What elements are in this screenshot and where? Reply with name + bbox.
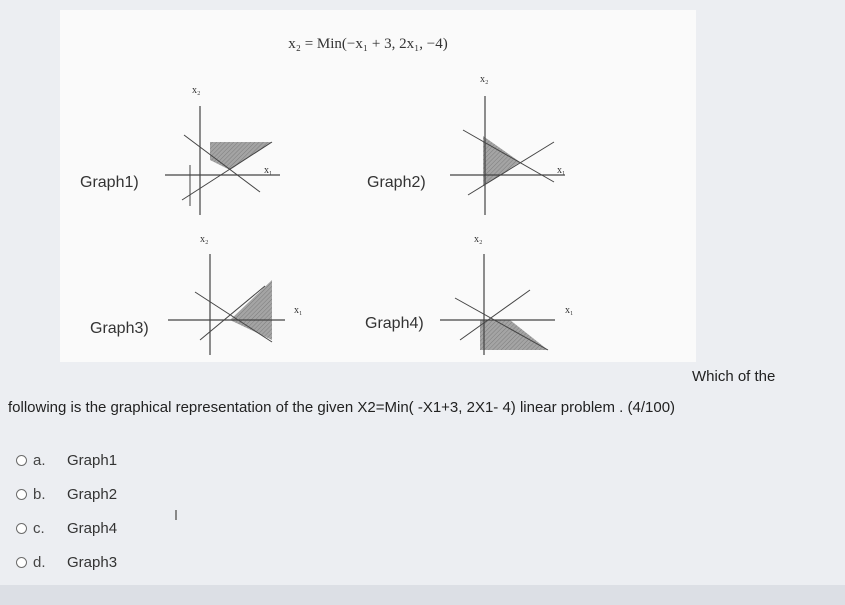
option-b-letter: b. xyxy=(33,485,46,503)
option-b-text: Graph2 xyxy=(67,485,118,503)
graph2-label: Graph2) xyxy=(367,174,426,191)
graph4-label: Graph4) xyxy=(365,315,424,332)
option-a-radio[interactable] xyxy=(16,455,27,466)
option-b[interactable] xyxy=(16,477,117,511)
graph4-x1-label: x₁ xyxy=(565,305,574,316)
graph2-line-b xyxy=(468,142,554,195)
graph2-line-a xyxy=(463,130,554,182)
graph3-label: Graph3) xyxy=(90,320,149,337)
graph4-feasible-region xyxy=(480,320,548,350)
option-d-text: Graph3 xyxy=(67,553,118,571)
question-figure xyxy=(60,10,696,362)
equation-title: x₂ = Min(−x₁ + 3, 2x₁, −4) xyxy=(288,36,448,52)
graph4-x2-label: x₂ xyxy=(474,234,483,245)
option-c[interactable] xyxy=(16,511,117,545)
option-c-letter: c. xyxy=(33,519,45,537)
question-text-line2: following is the graphical representation of the given X2=Min( -X1+3, 2X1- 4) linear problem . (4/100) xyxy=(8,399,676,416)
bottom-strip xyxy=(0,585,845,605)
option-b-radio[interactable] xyxy=(16,489,27,500)
graphs-svg xyxy=(60,10,696,362)
option-d[interactable] xyxy=(16,545,117,579)
graph3-x2-label: x₂ xyxy=(200,234,209,245)
graph4 xyxy=(365,234,574,355)
option-a-text: Graph1 xyxy=(67,451,118,469)
option-a-letter: a. xyxy=(33,451,46,469)
graph2-x1-label: x₁ xyxy=(557,165,566,176)
question-text-line1: Which of the xyxy=(692,368,776,385)
graph3 xyxy=(90,234,303,355)
stray-mark xyxy=(175,510,177,520)
graph3-x1-label: x₁ xyxy=(294,305,303,316)
graph1-x1-label: x₁ xyxy=(264,165,273,176)
graph2-feasible-region xyxy=(483,136,520,186)
answer-options xyxy=(16,443,117,579)
graph1-feasible-region xyxy=(210,142,272,170)
graph1-label: Graph1) xyxy=(80,174,139,191)
graph2-x2-label: x₂ xyxy=(480,74,489,85)
option-a[interactable] xyxy=(16,443,117,477)
graph2 xyxy=(367,74,566,215)
option-c-text: Graph4 xyxy=(67,519,118,537)
graph1-x2-label: x₂ xyxy=(192,85,201,96)
option-c-radio[interactable] xyxy=(16,523,27,534)
graph1 xyxy=(80,85,280,215)
option-d-letter: d. xyxy=(33,553,46,571)
option-d-radio[interactable] xyxy=(16,557,27,568)
